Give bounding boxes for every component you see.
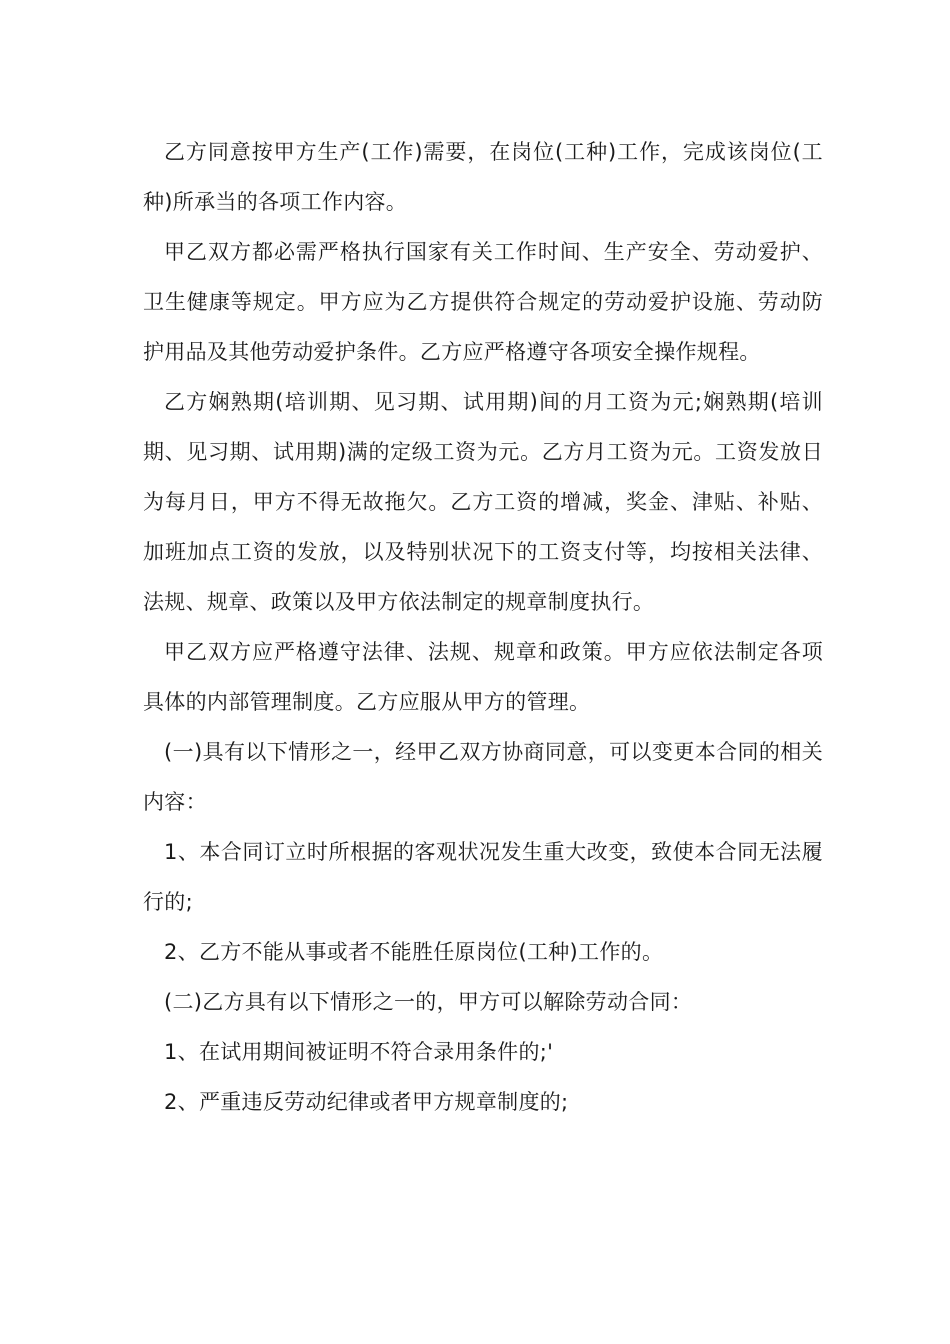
- paragraph-wages: 乙方娴熟期(培训期、见习期、试用期)间的月工资为元;娴熟期(培训期、见习期、试用期)满的定级工资为元。乙方月工资为元。工资发放日为每月日，甲方不得无故拖欠。乙方工资的增减，奖金、津贴、补贴、加班加点工资的发放，以及特别状况下的工资支付等，均按相关法律、法规、规章、政策以及甲方依法制定的规章制度执行。: [143, 390, 823, 614]
- paragraph-safety-regulations: 甲乙双方都必需严格执行国家有关工作时间、生产安全、劳动爱护、卫生健康等规定。甲方应为乙方提供符合规定的劳动爱护设施、劳动防护用品及其他劳动爱护条件。乙方应严格遵守各项安全操作规程。: [143, 240, 823, 364]
- paragraph-contract-change-conditions: (一)具有以下情形之一，经甲乙双方协商同意，可以变更本合同的相关内容：: [143, 740, 823, 814]
- list-item-change-1: 1、本合同订立时所根据的客观状况发生重大改变，致使本合同无法履行的;: [143, 840, 823, 914]
- list-item-change-2: 2、乙方不能从事或者不能胜任原岗位(工种)工作的。: [164, 940, 664, 964]
- paragraph-management-rules: 甲乙双方应严格遵守法律、法规、规章和政策。甲方应依法制定各项具体的内部管理制度。乙方应服从甲方的管理。: [143, 640, 823, 714]
- list-item-termination-1: 1、在试用期间被证明不符合录用条件的;': [164, 1040, 554, 1064]
- paragraph-job-duties: 乙方同意按甲方生产(工作)需要，在岗位(工种)工作，完成该岗位(工种)所承当的各项工作内容。: [143, 140, 823, 214]
- paragraph-termination-conditions: (二)乙方具有以下情形之一的，甲方可以解除劳动合同：: [164, 990, 693, 1014]
- document-body: [143, 127, 823, 1127]
- list-item-termination-2: 2、严重违反劳动纪律或者甲方规章制度的;: [164, 1090, 569, 1114]
